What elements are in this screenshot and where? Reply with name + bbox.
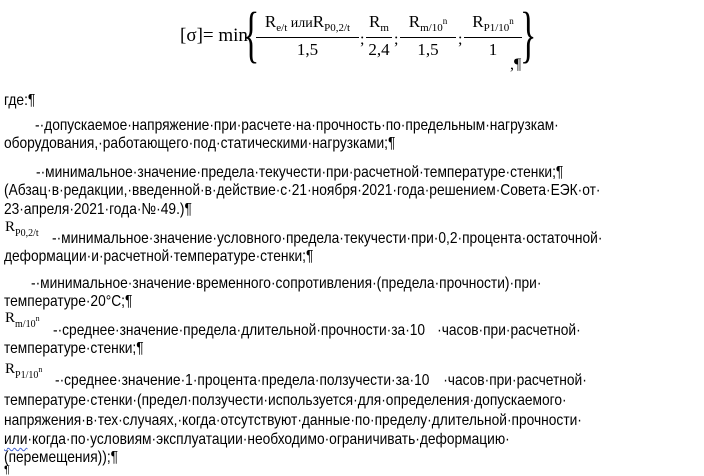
p5-line2: температуре·20°С;¶ [4, 293, 133, 310]
symbol-rm10n: $R_{m/10}n$ [5, 310, 40, 330]
formula-term-2: $R_m$ 2,4 [366, 12, 392, 60]
p7-line1: -·среднее·значение·1·процента·предела·ползучести·за·10 ·часов·при·расчетной· [55, 372, 587, 389]
p1-line1: -·допускаемое·напряжение·при·расчете·на·прочность·по·предельным·нагрузкам· [35, 117, 559, 134]
p4-line2: деформации·и·расчетной·температуре·стенки;¶ [4, 248, 314, 265]
p3-line2: 23·апреля·2021·года·№·49.)¶ [4, 201, 192, 218]
p2-line1: -·минимальное·значение·предела·текучести·при·расчетной·температуре·стенки;¶ [36, 164, 564, 181]
formula-lhs: [σ]= min [180, 25, 248, 46]
p6-line2: температуре·стенки;¶ [4, 340, 144, 357]
p3-line1: (Абзац·в·редакции,·введенной·в·действие·с·21·ноября·2021·года·решением·Совета·ЕЭК·от· [4, 182, 601, 199]
p7-line3: напряжения·в·тех·случаях,·когда·отсутствуют·данные·по·пределу·длительной·прочности· [4, 412, 582, 429]
p5-line1: -·минимальное·значение·временного·сопротивления·(предела·прочности)·при· [31, 275, 542, 292]
formula-term-1: $R_{e/t}$ илиR$_{P0,2/t}$ 1,5 [256, 12, 359, 60]
right-brace: } [520, 1, 537, 69]
symbol-rp02t: $R_{P0,2/t}$ [5, 219, 39, 239]
symbol-rp110n: $R_{P1/10}n$ [5, 361, 43, 381]
formula-term-4: $R_{P1/10}n$ 1 [464, 12, 522, 60]
spellcheck-flagged-word[interactable]: или [4, 431, 28, 448]
p7-line4: или·когда·по·условиям·эксплуатации·необходимо·ограничивать·деформацию· [4, 431, 510, 448]
where-label: где:¶ [4, 92, 36, 109]
p7-line5: (перемещения));¶ [4, 449, 119, 466]
empty-paragraph-mark: ¶ [4, 464, 10, 476]
formula-tail: ,¶ [510, 56, 522, 73]
left-brace: { [243, 1, 260, 69]
formula-term-3: $R_{m/10}n$ 1,5 [400, 12, 456, 60]
p7-line2: температуре·стенки·(предел·ползучести·используется·для·определения·допускаемого· [4, 392, 567, 409]
p1-line2: оборудования,·работающего·под·статическими·нагрузками;¶ [4, 135, 396, 152]
p6-line1: -·среднее·значение·предела·длительной·прочности·за·10 ·часов·при·расчетной· [53, 322, 581, 339]
p4-line1: -·минимальное·значение·условного·предела·текучести·при·0,2·процента·остаточной· [52, 230, 603, 247]
